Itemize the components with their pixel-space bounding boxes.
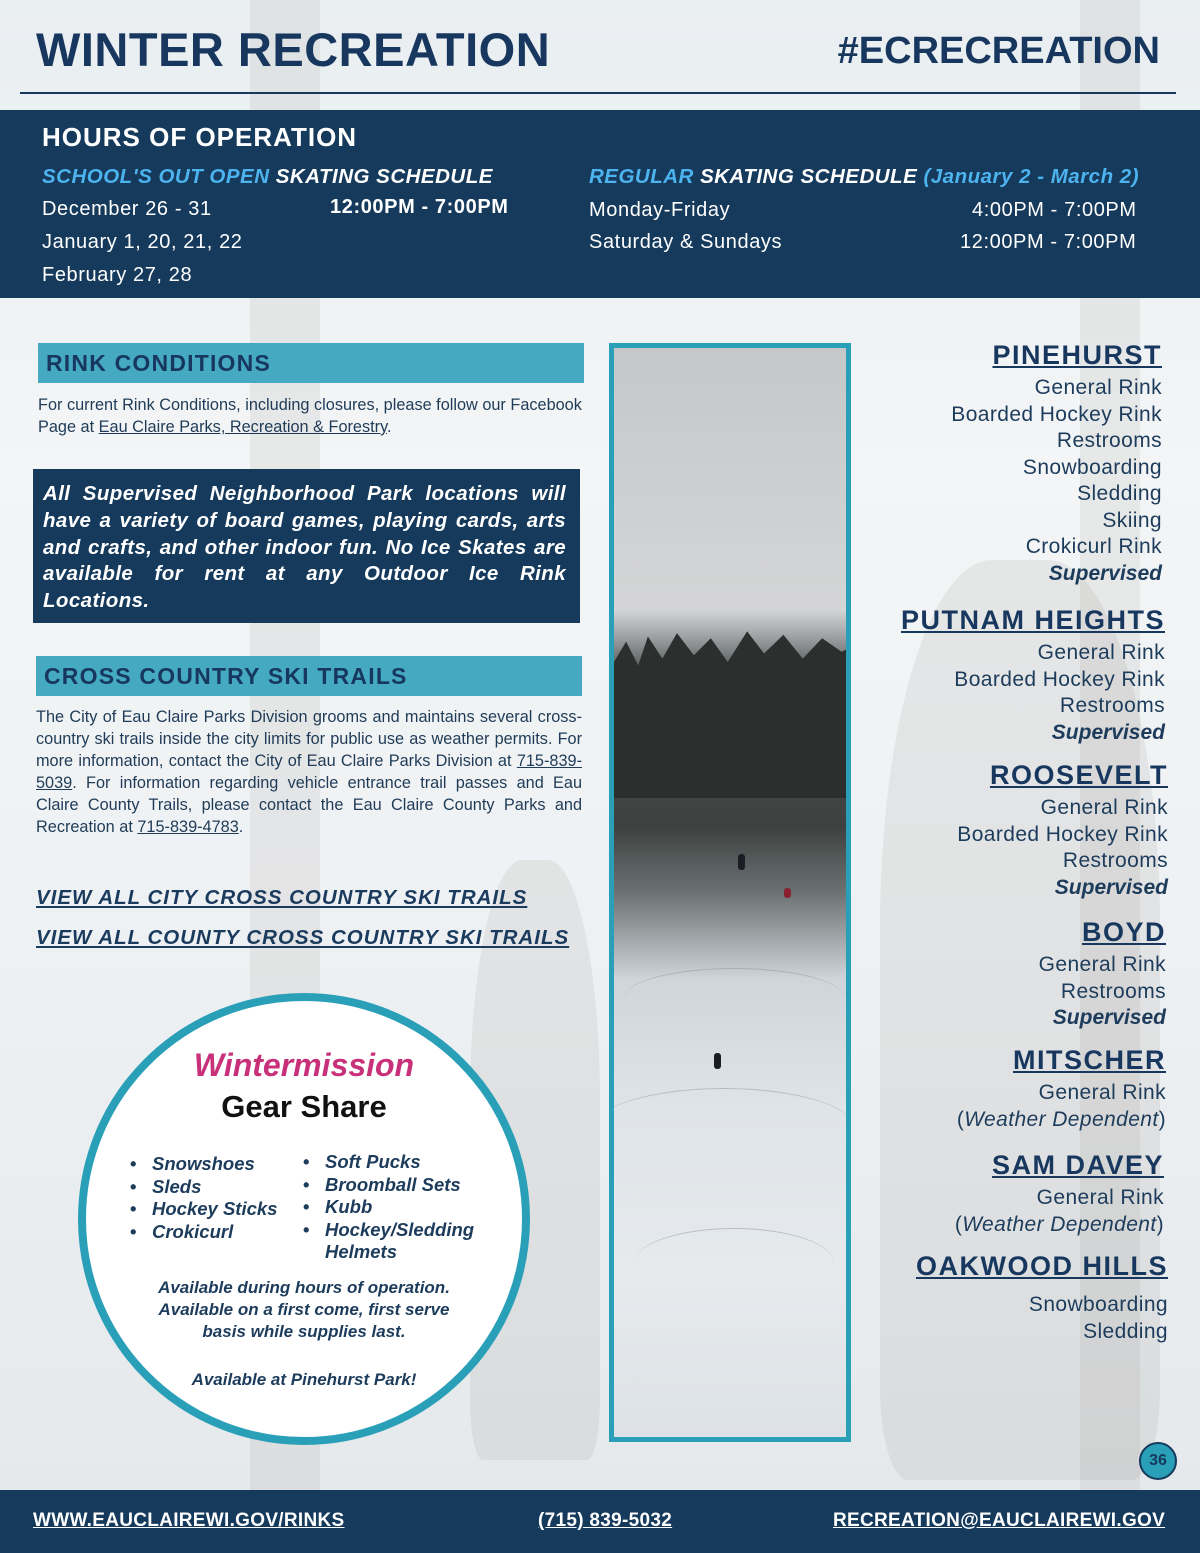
hours-title: HOURS OF OPERATION [42,122,358,152]
park-amenity: Sledding [1077,482,1162,505]
regular-time: 4:00PM - 7:00PM [972,199,1137,221]
regular-days: Saturday & Sundays [589,231,783,253]
gear-item: • Kubb [301,1196,491,1219]
park-amenity: Restrooms [1059,694,1165,717]
park-amenity: General Rink [1040,796,1168,819]
park-name: BOYD [1081,917,1166,947]
park-name: PINEHURST [992,340,1162,370]
gear-location-note: Available at Pinehurst Park! [191,1370,417,1389]
phone-link[interactable]: (715) 839-5032 [538,1510,673,1531]
park-amenity: Restrooms [1060,979,1166,1003]
county-ski-trails-link[interactable]: VIEW ALL COUNTY CROSS COUNTRY SKI TRAILS [36,926,570,949]
park-name: OAKWOOD HILLS [916,1251,1168,1281]
sledder [714,1053,721,1069]
sledder [738,854,745,870]
gear-item: • Soft Pucks [301,1151,491,1174]
park-amenity: Skiing [1102,508,1162,532]
title-divider [20,92,1176,94]
wintermission-title: Wintermission [193,1047,415,1083]
sled-track [634,1228,834,1298]
paren-open: ( [956,1107,965,1131]
park-amenity: Boarded Hockey Rink [951,402,1162,426]
school-out-heading-rest: SKATING SCHEDULE [275,165,493,188]
gear-item: • Crokicurl [128,1221,277,1244]
ski-trails-heading: CROSS COUNTRY SKI TRAILS [36,656,582,696]
park-name: ROOSEVELT [989,760,1168,790]
park-amenity: Boarded Hockey Rink [957,822,1168,846]
ski-trails-copy: The City of Eau Claire Parks Division grooms and maintains several cross-country ski trails inside the city limits for public use as weather permits. For more information, contact the City of Eau Claire Parks Division at [36,708,582,770]
park-putnam-heights [901,605,1165,746]
sled-track [609,1088,851,1168]
supervised-parks-note: All Supervised Neighborhood Park locations will have a variety of board games, playing cards, arts and crafts, and other indoor fun. No Ice Skates are available for rent at any Outdoor Ice Rink Locations. [33,469,580,623]
park-amenity: Restrooms [1062,849,1168,872]
footer-bar [0,1490,1200,1553]
ski-trails-end: . [238,818,244,836]
park-amenity: Snowboarding [1028,1293,1168,1316]
regular-schedule-heading [589,165,1139,189]
park-amenity: General Rink [1034,376,1162,399]
city-parks-phone-link[interactable]: 715-839-5039 [36,752,582,792]
weather-dependent-label: Weather Dependent [964,1107,1159,1131]
county-parks-phone-link[interactable]: 715-839-4783 [137,818,239,836]
paren-close: ) [1158,1107,1166,1131]
park-amenity: General Rink [1038,1081,1166,1104]
facebook-page-link[interactable]: Eau Claire Parks, Recreation & Forestry [98,418,387,436]
school-out-date: December 26 - 31 [42,198,212,220]
supervised-label: Supervised [1051,720,1165,744]
paren-open: ( [954,1212,963,1236]
city-ski-trails-link[interactable]: VIEW ALL CITY CROSS COUNTRY SKI TRAILS [36,886,528,909]
school-out-schedule-heading [42,165,493,189]
park-oakwood-hills [916,1251,1168,1345]
weather-dependent-label: Weather Dependent [962,1212,1157,1236]
sledding-hill-photo [609,343,851,1442]
supervised-label: Supervised [1048,561,1162,585]
park-mitscher [957,1045,1166,1133]
regular-date-range: (January 2 - March 2) [923,165,1140,188]
gear-item: • Snowshoes [128,1153,277,1176]
paren-close: ) [1156,1212,1164,1236]
rink-conditions-copy: For current Rink Conditions, including closures, please follow our Facebook Page at [38,396,582,436]
park-roosevelt [957,760,1168,901]
park-name: SAM DAVEY [991,1150,1164,1180]
school-out-date: January 1, 20, 21, 22 [42,231,243,253]
school-out-date: February 27, 28 [42,264,193,286]
sled-track [624,968,844,1028]
regular-days: Monday-Friday [589,199,731,221]
gear-item: • Sleds [128,1176,277,1199]
sledder [784,888,791,898]
supervised-label: Supervised [1052,1006,1166,1029]
hashtag: #ECRECREATION [837,30,1160,72]
park-name: MITSCHER [1013,1045,1166,1075]
gear-availability-note: Available during hours of operation. Available on a first come, first serve basis while supplies last. [158,1278,450,1341]
school-out-time: 12:00PM - 7:00PM [330,196,509,218]
page-number-badge: 36 [1139,1442,1177,1480]
park-amenity: General Rink [1037,641,1165,664]
park-sam-davey [955,1150,1164,1238]
page-title: WINTER RECREATION [36,23,551,76]
email-link[interactable]: RECREATION@EAUCLAIREWI.GOV [833,1510,1166,1531]
school-out-highlight: SCHOOL'S OUT OPEN [42,165,270,188]
park-amenity: Sledding [1083,1319,1168,1343]
gear-list-left [128,1153,277,1243]
gear-item: • Hockey/Sledding Helmets [301,1219,491,1264]
park-name: PUTNAM HEIGHTS [901,605,1165,635]
hours-of-operation-panel [0,110,1200,298]
gear-item: • Hockey Sticks [128,1198,277,1221]
ski-trails-text [36,706,582,838]
rink-conditions-heading: RINK CONDITIONS [38,343,584,383]
regular-highlight: REGULAR [589,165,694,188]
website-link[interactable]: WWW.EAUCLAIREWI.GOV/RINKS [33,1510,345,1531]
park-pinehurst [951,340,1162,587]
gear-item: • Broomball Sets [301,1174,491,1197]
regular-heading-rest: SKATING SCHEDULE [700,165,918,188]
weather-note [955,1212,1164,1239]
gear-share-title: Gear Share [221,1089,387,1124]
park-amenity: Restrooms [1056,429,1162,452]
supervised-label: Supervised [1054,875,1168,899]
park-amenity: Boarded Hockey Rink [954,667,1165,691]
park-boyd [1039,917,1166,1032]
park-amenity: General Rink [1036,1186,1164,1209]
regular-time: 12:00PM - 7:00PM [960,231,1137,253]
weather-note [957,1107,1166,1134]
gear-share-circle [78,993,530,1445]
rink-conditions-text [38,394,584,438]
park-amenity: Snowboarding [1022,455,1162,479]
rink-conditions-end: . [387,418,392,436]
gear-list-right [301,1151,491,1264]
ski-trails-copy: . For information regarding vehicle entrance trail passes and Eau Claire County Trails, please contact the Eau Claire County Parks and Recreation at [36,774,582,836]
park-amenity: Crokicurl Rink [1025,535,1162,558]
park-amenity: General Rink [1038,953,1166,976]
treeline [614,628,851,798]
